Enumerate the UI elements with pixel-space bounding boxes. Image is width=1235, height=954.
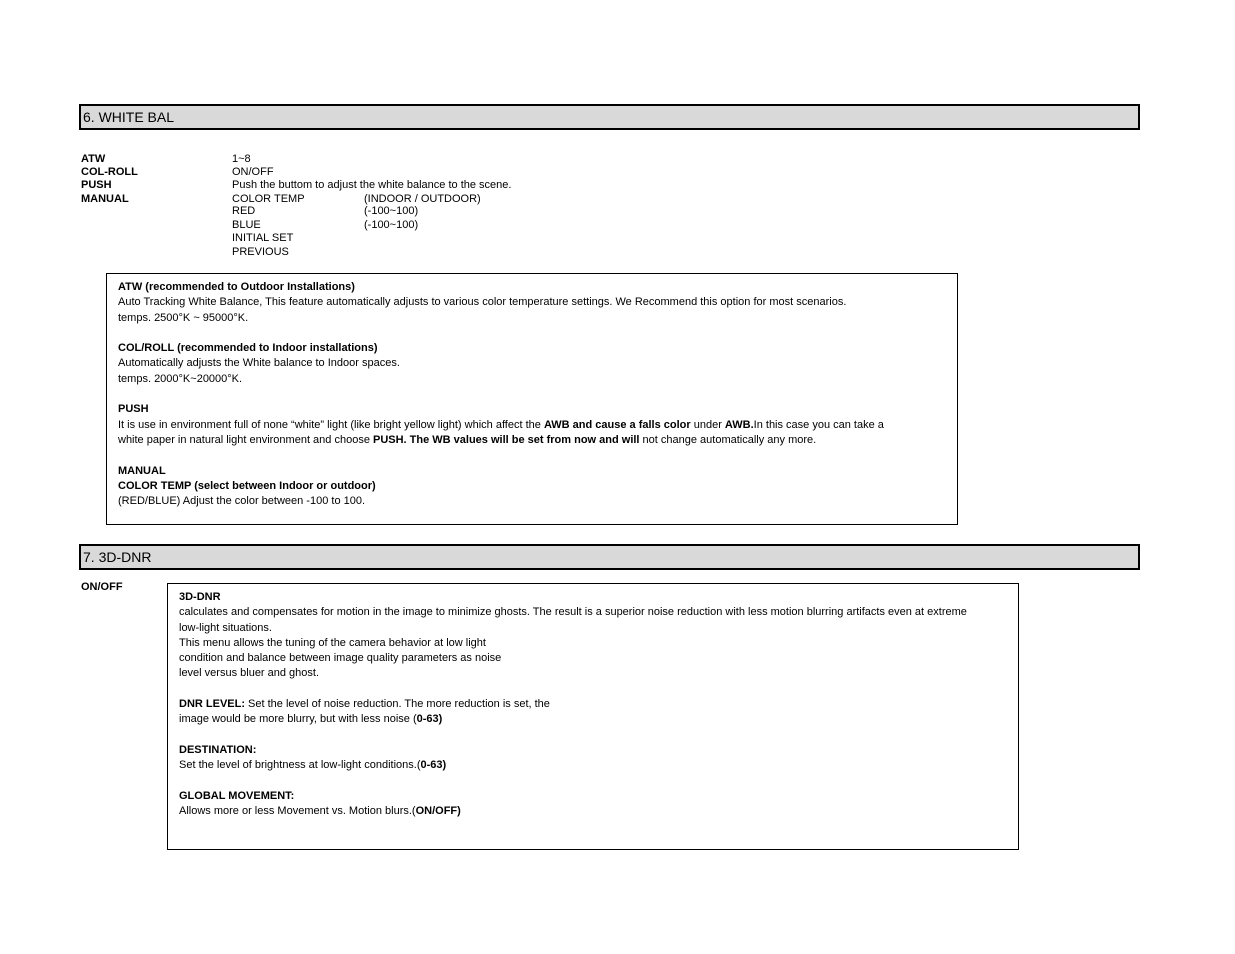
blue-value: BLUE (232, 219, 261, 231)
global-movement-title: GLOBAL MOVEMENT: (179, 789, 295, 802)
dnr-description-line-1: calculates and compensates for motion in the image to minimize ghosts. The result is a superior noise reduction with less motion blurring artifacts even at extreme (179, 606, 967, 619)
dnr-level-text-2: image would be more blurry, but with less noise ( (179, 713, 417, 726)
initial-set-value: INITIAL SET (232, 232, 294, 244)
section-7-title: 7. 3D-DNR (79, 544, 1140, 570)
global-movement-line (179, 804, 1018, 819)
manual-description-title: MANUAL (118, 464, 166, 477)
white-balance-description-box (106, 273, 958, 525)
push-text-1a: It is use in environment full of none “white” light (like bright yellow light) which affect the (118, 418, 544, 431)
push-text-2b: PUSH. The WB values will be set from now and will (373, 433, 640, 446)
previous-value: PREVIOUS (232, 246, 289, 258)
col-roll-label: COL-ROLL (81, 166, 138, 178)
col-roll-description-title: COL/ROLL (recommended to Indoor installations) (118, 342, 378, 355)
color-temp-range: (INDOOR / OUTDOOR) (364, 193, 481, 205)
destination-line (179, 758, 1018, 773)
atw-value: 1~8 (232, 153, 251, 165)
dnr-level-line-1 (179, 697, 1018, 712)
col-roll-value: ON/OFF (232, 166, 274, 178)
col-roll-temperature-range: temps. 2000°K~20000°K. (118, 372, 243, 385)
atw-temperature-range: temps. 2500°K ~ 95000°K. (118, 311, 249, 324)
global-movement-text: Allows more or less Movement vs. Motion blurs.( (179, 805, 416, 818)
push-text-1d: AWB. (724, 418, 754, 431)
dnr-description-line-5: level versus bluer and ghost. (179, 667, 320, 680)
dnr-level-text-1: Set the level of noise reduction. The more reduction is set, the (245, 698, 550, 711)
push-description-title: PUSH (118, 403, 149, 416)
section-6-title: 6. WHITE BAL (79, 104, 1140, 130)
col-roll-description-line: Automatically adjusts the White balance to Indoor spaces. (118, 357, 400, 370)
push-label: PUSH (81, 179, 112, 191)
push-text-2c: not change automatically any more. (639, 433, 817, 446)
atw-description-title: ATW (recommended to Outdoor Installations) (118, 281, 355, 293)
dnr-description-title: 3D-DNR (179, 591, 221, 603)
push-description-line-2 (118, 433, 957, 448)
atw-label: ATW (81, 153, 106, 165)
push-text-2a: white paper in natural light environment and choose (118, 433, 373, 446)
push-text-1c: under (690, 418, 725, 431)
push-text-1b: AWB and cause a falls color (543, 418, 691, 431)
dnr-description-box (167, 583, 1019, 850)
manual-label: MANUAL (81, 193, 129, 205)
red-range: (-100~100) (364, 205, 419, 217)
destination-title: DESTINATION: (179, 743, 257, 756)
manual-color-temp-line: COLOR TEMP (select between Indoor or outdoor) (118, 479, 376, 492)
red-value: RED (232, 205, 256, 217)
manual-red-blue-line: (RED/BLUE) Adjust the color between -100 to 100. (118, 495, 366, 508)
color-temp-value: COLOR TEMP (232, 193, 305, 205)
push-description-line-1 (118, 418, 957, 433)
push-text-1e: In this case you can take a (753, 418, 884, 431)
dnr-description-line-3: This menu allows the tuning of the camera behavior at low light (179, 636, 486, 649)
dnr-level-label: DNR LEVEL: (179, 698, 245, 711)
dnr-level-range: 0-63) (416, 713, 443, 726)
destination-range: 0-63) (420, 759, 447, 772)
dnr-description-line-4: condition and balance between image quality parameters as noise (179, 652, 502, 665)
blue-range: (-100~100) (364, 219, 419, 231)
destination-text: Set the level of brightness at low-light conditions.( (179, 759, 421, 772)
dnr-level-line-2 (179, 712, 1018, 727)
atw-description-line: Auto Tracking White Balance, This feature automatically adjusts to various color temperature settings. We Recommend this option for most scenarios. (118, 296, 847, 309)
dnr-on-off-label: ON/OFF (81, 581, 123, 593)
push-value: Push the buttom to adjust the white balance to the scene. (232, 179, 512, 191)
dnr-description-line-2: low-light situations. (179, 621, 272, 634)
global-movement-options: ON/OFF) (415, 805, 461, 818)
